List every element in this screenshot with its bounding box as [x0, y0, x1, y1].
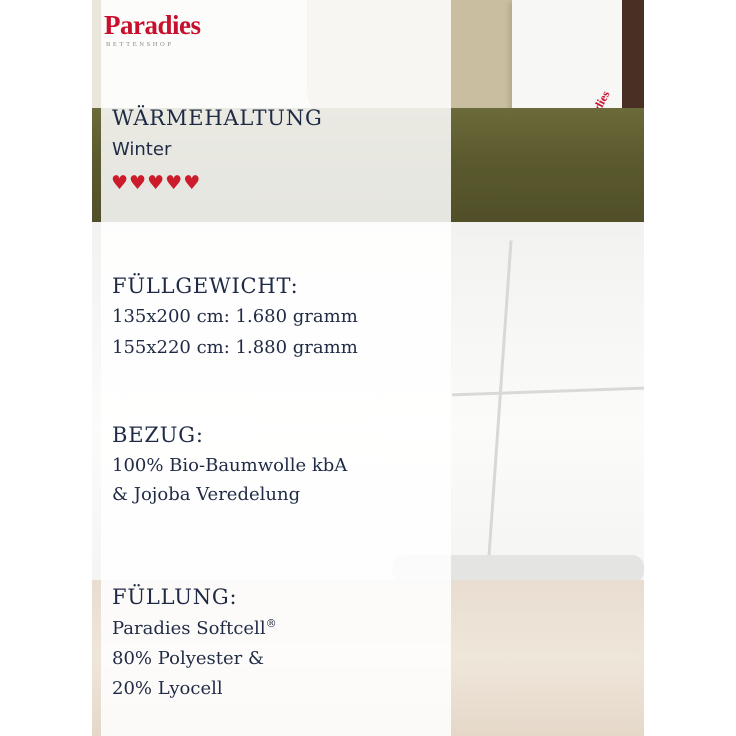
- fill-weight-line-2: 155x220 cm: 1.880 gramm: [112, 337, 358, 358]
- cover-line-1: 100% Bio-Baumwolle kbA: [112, 455, 348, 476]
- heart-icon: ♥: [147, 172, 165, 194]
- heart-icon: ♥: [183, 172, 201, 194]
- paradies-logo: [104, 10, 214, 48]
- filling-line-1: [112, 617, 277, 639]
- heart-icon: ♥: [165, 172, 183, 194]
- registered-mark: ®: [265, 617, 277, 630]
- filling-line-1-text: Paradies Softcell: [112, 618, 266, 639]
- warmth-heading: WÄRMEHALTUNG: [112, 106, 323, 130]
- warmth-value: Winter: [112, 139, 172, 160]
- fill-weight-line-1: 135x200 cm: 1.680 gramm: [112, 306, 358, 327]
- logo-subtitle: BETTENSHOP: [106, 41, 174, 48]
- filling-heading: FÜLLUNG:: [112, 585, 238, 609]
- cover-line-2: & Jojoba Veredelung: [112, 484, 301, 505]
- heart-icon: ♥: [111, 172, 129, 194]
- right-margin: [644, 0, 736, 736]
- warmth-rating: [111, 173, 200, 193]
- logo-wordmark: Paradies: [104, 10, 201, 40]
- fill-weight-heading: FÜLLGEWICHT:: [112, 274, 299, 298]
- left-margin: [0, 0, 92, 736]
- filling-line-2: 80% Polyester &: [112, 648, 264, 669]
- heart-icon: ♥: [129, 172, 147, 194]
- cover-heading: BEZUG:: [112, 423, 204, 447]
- filling-line-3: 20% Lyocell: [112, 678, 223, 699]
